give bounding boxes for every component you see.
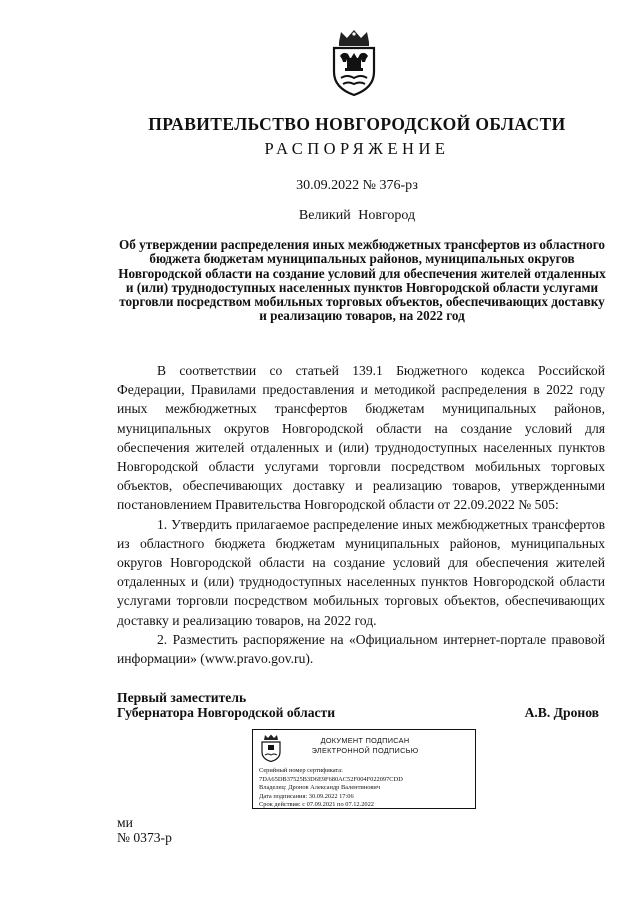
footer-reference [117, 815, 172, 845]
stamp-owner: Владелец: Дронов Александр Валентинович [259, 784, 381, 792]
stamp-title-line-1: ДОКУМЕНТ ПОДПИСАН [320, 736, 410, 745]
stamp-cert-label: Серийный номер сертификата: [259, 767, 343, 774]
executor-initials: ми [117, 815, 133, 830]
stamp-validity: Срок действия: с 07.09.2021 по 07.12.2022 [259, 801, 375, 809]
document-heading: Об утверждении распределения иных межбюджетных трансфертов из областного бюджета бюджетам муниципальных районов, муниципальных округов Новгородской области на создание условий для обеспечения жителей отдаленных и (или) труднодоступных населенных пунктов Новгородской области услугами торговли посредством мобильных торговых объектов, обеспечивающих доставку и реализацию товаров, на 2022 год [118, 237, 606, 324]
stamp-signed-date: Дата подписания: 30.09.2022 17:06 [259, 792, 354, 800]
stamp-cert-number: 7DA65DB37525B3D6E9F680AC52F004F022097CDD [259, 775, 403, 783]
electronic-signature-stamp [252, 729, 476, 809]
novgorod-coat-of-arms-icon [327, 28, 381, 98]
signature-block [117, 690, 605, 720]
stamp-details [259, 767, 403, 810]
stamp-title [295, 736, 435, 756]
stamp-title-line-2: ЭЛЕКТРОННОЙ ПОДПИСЬЮ [311, 746, 419, 755]
document-type: РАСПОРЯЖЕНИЕ [264, 139, 450, 158]
city-word-2: Новгород [358, 208, 416, 223]
item-1-paragraph: 1. Утвердить прилагаемое распределение иных межбюджетных трансфертов из областного бюджета бюджетам муниципальных районов, муниципальных округов Новгородской области на создание условий для обеспечения жителей отдаленных и (или) труднодоступных населенных пунктов Новгородской области услугами торговли посредством мобильных торговых объектов, обеспечивающих доставку и реализацию товаров, на 2022 год. [117, 516, 605, 628]
organization-title: ПРАВИТЕЛЬСТВО НОВГОРОДСКОЙ ОБЛАСТИ [148, 114, 566, 134]
reference-number: № 0373-р [117, 830, 172, 845]
date-and-number: 30.09.2022 № 376-рз [296, 178, 418, 193]
signer-position-line-2: Губернатора Новгородской области [117, 705, 336, 720]
coat-of-arms-small-icon [259, 734, 283, 762]
preamble-paragraph: В соответствии со статьей 139.1 Бюджетного кодекса Российской Федерации, Правилами предоставления и методикой распределения в 2022 году иных межбюджетных трансфертов бюджетам муниципальных районов, муниципальных округов Новгородской области на создание условий для обеспечения жителей отдаленных и (или) труднодоступных населенных пунктов Новгородской области услугами торговли посредством мобильных торговых объектов, обеспечивающих доставку и реализацию товаров, утвержденными постановлением Правительства Новгородской области от 22.09.2022 № 505: [117, 363, 605, 513]
item-2-paragraph: 2. Разместить распоряжение на «Официальном интернет-портале правовой информации» (www.pravo.gov.ru). [117, 631, 605, 667]
signer-name: А.В. Дронов [524, 705, 599, 720]
document-body [117, 361, 605, 668]
city [0, 208, 640, 224]
city-word-1: Великий [298, 208, 351, 223]
signer-position-line-1: Первый заместитель [117, 690, 247, 705]
